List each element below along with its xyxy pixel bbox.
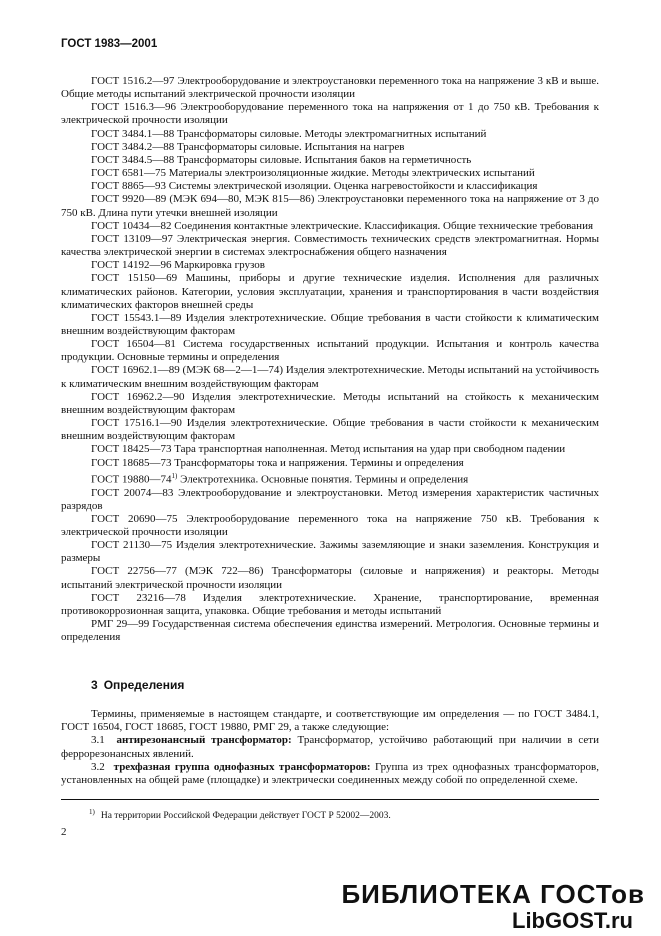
reference-item: ГОСТ 16962.2—90 Изделия электротехнические. Методы испытаний на стойкость к механическим внешним воздействующим факторам [61, 390, 599, 416]
reference-item: ГОСТ 3484.1—88 Трансформаторы силовые. Методы электромагнитных испытаний [91, 127, 487, 140]
reference-item: ГОСТ 15150—69 Машины, приборы и другие технические изделия. Исполнения для различных климатических районов. Категории, условия эксплуатации, хранения и транспортирования в части воздействия климатических факторов внешней среды [61, 272, 599, 311]
reference-item: ГОСТ 1516.2—97 Электрооборудование и электроустановки переменного тока на напряжение 3 кВ и выше. Общие методы испытаний электрической прочности изоляции [61, 75, 599, 101]
definition-text: Группа из трех однофазных трансформаторов, установленных на общей раме (площадке) и электрически соединенных между собой по определенной схеме. [61, 760, 599, 787]
reference-item: ГОСТ 14192—96 Маркировка грузов [91, 259, 265, 272]
definition-item [61, 761, 599, 787]
reference-item: ГОСТ 18685—73 Трансформаторы тока и напряжения. Термины и определения [91, 456, 464, 469]
document-header: ГОСТ 1983—2001 [61, 38, 158, 50]
footnote [61, 799, 599, 822]
footnote-marker: 1) [89, 808, 95, 816]
normative-references [61, 75, 599, 644]
reference-item: РМГ 29—99 Государственная система обеспечения единства измерений. Метрология. Основные термины и определения [61, 618, 599, 644]
reference-item: ГОСТ 18425—73 Тара транспортная наполненная. Метод испытания на удар при свободном падении [91, 443, 566, 456]
library-watermark [341, 880, 645, 934]
reference-item: ГОСТ 23216—78 Изделия электротехнические. Хранение, транспортирование, временная противокоррозионная защита, упаковка. Общие требования и методы испытаний [61, 591, 599, 617]
reference-item: ГОСТ 16504—81 Система государственных испытаний продукции. Испытания и контроль качества продукции. Основные термины и определения [61, 338, 599, 364]
footnote-marker: 1) [171, 471, 178, 480]
reference-item-with-footnote [61, 470, 599, 487]
footnote-text: На территории Российской Федерации действует ГОСТ Р 52002—2003. [100, 811, 391, 822]
reference-item: ГОСТ 10434—82 Соединения контактные электрические. Классификация. Общие технические требования [91, 219, 594, 232]
reference-item: ГОСТ 17516.1—90 Изделия электротехнические. Общие требования в части стойкости к механическим внешним воздействующим факторам [61, 417, 599, 443]
definition-item [61, 734, 599, 760]
definition-number: 3.1 [91, 734, 105, 747]
reference-item: ГОСТ 3484.2—88 Трансформаторы силовые. Испытания на нагрев [91, 140, 405, 153]
reference-item: ГОСТ 3484.5—88 Трансформаторы силовые. Испытания баков на герметичность [91, 153, 472, 166]
definitions-intro: Термины, применяемые в настоящем стандарте, и соответствующие им определения — по ГОСТ 3484.1, ГОСТ 16504, ГОСТ 18685, ГОСТ 19880, РМГ 29, а также следующие: [61, 708, 599, 734]
definitions-body [61, 708, 599, 787]
watermark-title: БИБЛИОТЕКА ГОСТов [341, 879, 645, 909]
reference-text: Электротехника. Основные понятия. Термины и определения [177, 473, 469, 486]
reference-item: ГОСТ 9920—89 (МЭК 694—80, МЭК 815—86) Электроустановки переменного тока на напряжение от 3 до 750 кВ. Длина пути утечки внешней изоляции [61, 193, 599, 219]
reference-item: ГОСТ 6581—75 Материалы электроизоляционные жидкие. Методы электрических испытаний [91, 167, 535, 180]
definition-text: Трансформатор, устойчиво работающий при наличии в сети феррорезонансных явлений. [61, 734, 599, 760]
page-number: 2 [61, 826, 67, 838]
reference-item: ГОСТ 1516.3—96 Электрооборудование переменного тока на напряжения от 1 до 750 кВ. Требования к электрической прочности изоляции [61, 101, 599, 127]
reference-code: ГОСТ 19880—74 [91, 473, 172, 486]
watermark-site: LibGOST.ru [512, 908, 633, 933]
reference-item: ГОСТ 13109—97 Электрическая энергия. Совместимость технических средств электромагнитная. Нормы качества электрической энергии в системах электроснабжения общего назначения [61, 232, 599, 259]
reference-item: ГОСТ 8865—93 Системы электрической изоляции. Оценка нагревостойкости и классификация [91, 180, 538, 193]
section-number: 3 [91, 678, 98, 692]
definitions-section [61, 678, 599, 787]
reference-item: ГОСТ 16962.1—89 (МЭК 68—2—1—74) Изделия электротехнические. Методы испытаний на устойчивость к климатическим внешним воздействующим факторам [61, 364, 599, 390]
definition-number: 3.2 [91, 760, 105, 773]
section-title: Определения [103, 678, 185, 692]
reference-item: ГОСТ 20690—75 Электрооборудование переменного тока на напряжение 750 кВ. Требования к электрической прочности изоляции [61, 512, 599, 538]
definition-term: антирезонансный трансформатор: [116, 734, 292, 747]
reference-item: ГОСТ 21130—75 Изделия электротехнические. Зажимы заземляющие и знаки заземления. Конструкция и размеры [61, 539, 599, 565]
reference-item: ГОСТ 22756—77 (МЭК 722—86) Трансформаторы (силовые и напряжения) и реакторы. Методы испытаний электрической прочности изоляции [61, 565, 599, 591]
reference-item: ГОСТ 20074—83 Электрооборудование и электроустановки. Метод измерения характеристик частичных разрядов [61, 486, 599, 512]
reference-item: ГОСТ 15543.1—89 Изделия электротехнические. Общие требования в части стойкости к климатическим внешним воздействующим факторам [61, 311, 599, 337]
section-heading [91, 678, 599, 692]
definition-term: трехфазная группа однофазных трансформаторов: [113, 760, 371, 773]
